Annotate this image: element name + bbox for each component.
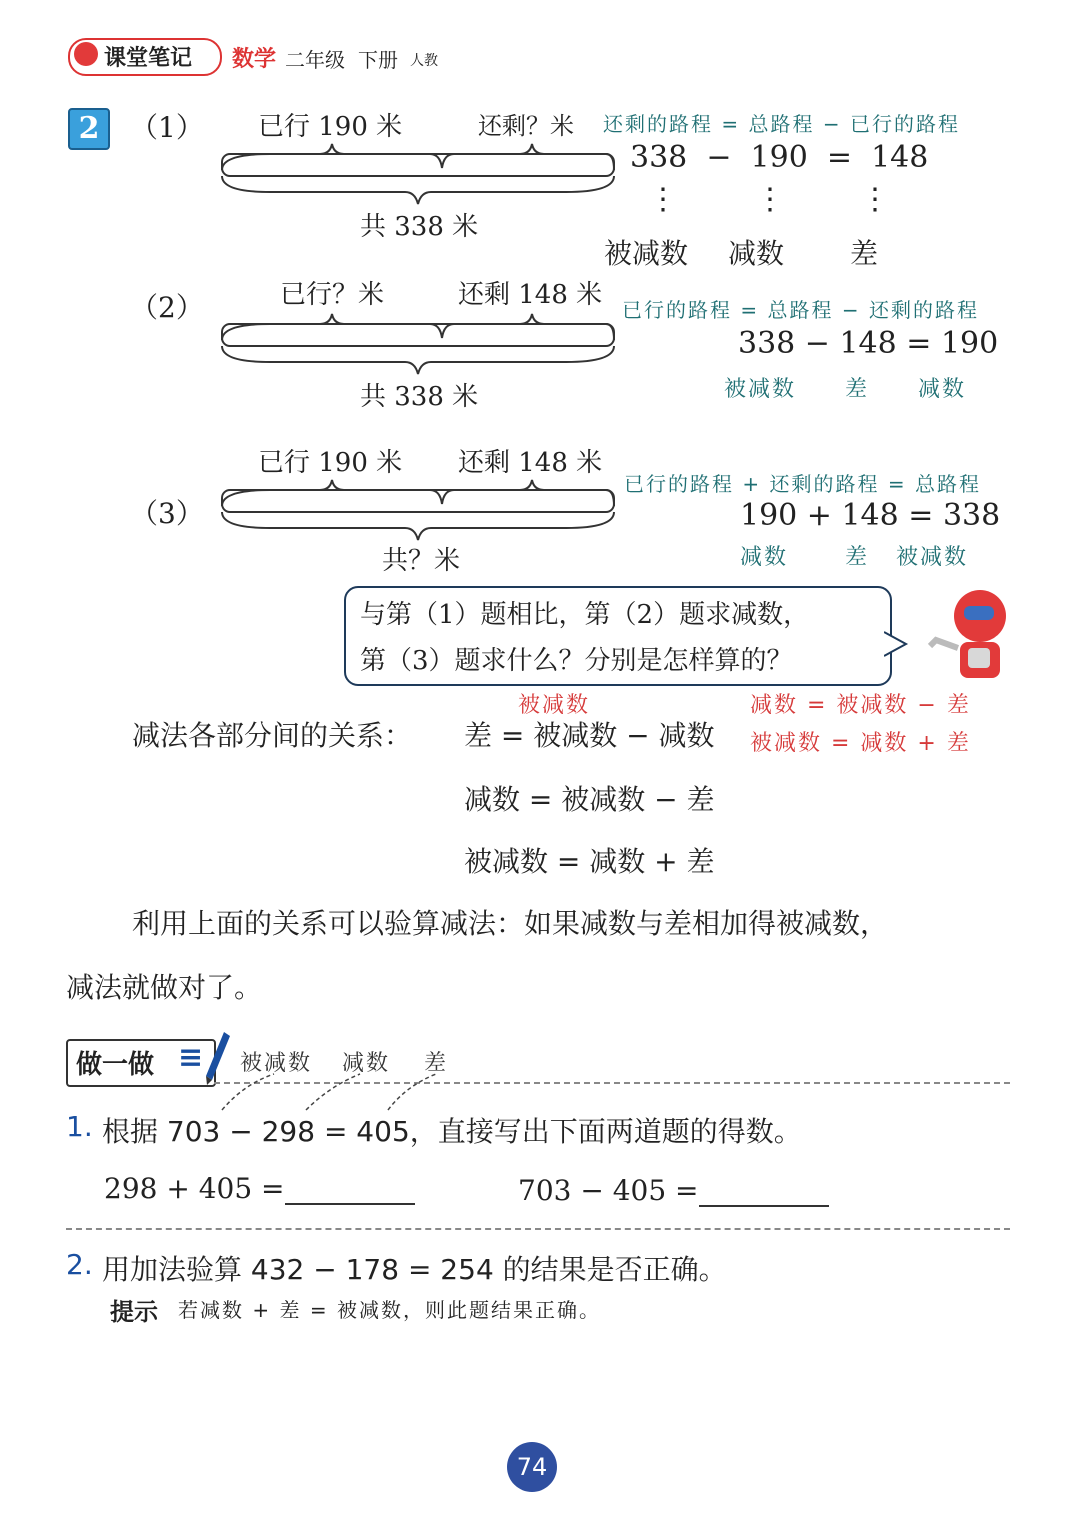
segment-diagrams — [210, 140, 630, 560]
problem-number-badge: 2 — [68, 108, 110, 150]
q1-b-expression — [518, 1174, 829, 1207]
lines-icon: ≡ — [178, 1040, 204, 1075]
note-relation-1: 减数 = 被减数 − 差 — [750, 693, 971, 718]
bubble-tail — [884, 630, 910, 660]
q1-a-answer-blank[interactable] — [285, 1177, 415, 1205]
part2-label: （2） — [130, 291, 204, 324]
part3-formula-words: 已行的路程 + 还剩的路程 = 总路程 — [624, 472, 981, 496]
verify-line-1: 利用上面的关系可以验算减法：如果减数与差相加得被减数， — [132, 907, 889, 940]
part1-dots-c: ⋮ — [860, 182, 890, 217]
handwritten-subtrahend: 减数 — [342, 1051, 391, 1076]
part2-equation: 338 − 148 = 190 — [738, 326, 999, 361]
part3-right-top: 还剩 148 米 — [458, 448, 603, 478]
page-number: 74 — [507, 1442, 557, 1492]
header-subject: 数学 — [232, 47, 277, 72]
part3-label: （3） — [130, 497, 204, 530]
part2-term-difference: 差 — [845, 377, 870, 402]
diagram-1 — [222, 144, 614, 204]
header-volume: 下册 — [358, 48, 398, 72]
part3-left-top: 已行 190 米 — [258, 448, 403, 478]
q1-b-text: 703 − 405 = — [518, 1174, 699, 1207]
section-divider-2 — [66, 1228, 1010, 1230]
q2-text: 用加法验算 432 − 178 = 254 的结果是否正确。 — [102, 1253, 727, 1286]
part2-term-minuend: 被减数 — [724, 377, 797, 402]
part3-term-difference: 差 — [845, 545, 870, 570]
robot-icon — [922, 586, 1014, 686]
part2-total: 共 338 米 — [360, 382, 479, 412]
q1-number: 1. — [66, 1110, 93, 1143]
note-minuend: 被减数 — [518, 693, 591, 718]
part1-formula-words: 还剩的路程 = 总路程 − 已行的路程 — [603, 112, 960, 136]
q1-a-expression — [104, 1172, 415, 1205]
part1-right-top: 还剩？米 — [478, 112, 574, 140]
diagram-2 — [222, 314, 614, 374]
part1-term-subtrahend: 减数 — [728, 237, 785, 270]
annotation-arrows — [210, 1068, 470, 1114]
part2-formula-words: 已行的路程 = 总路程 − 还剩的路程 — [622, 298, 979, 322]
verify-line-2: 减法就做对了。 — [66, 971, 263, 1004]
relation-3: 被减数 = 减数 + 差 — [464, 845, 715, 878]
header-brand: 课堂笔记 — [104, 46, 193, 71]
practice-title: 做一做 — [76, 1050, 155, 1080]
relation-1: 差 = 被减数 − 减数 — [464, 719, 715, 752]
q2-number: 2. — [66, 1248, 93, 1281]
hint-text: 若减数 + 差 = 被减数，则此题结果正确。 — [178, 1298, 601, 1322]
part1-dots-a: ⋮ — [648, 182, 678, 217]
part1-equation: 338 − 190 = 148 — [630, 140, 929, 175]
part1-total: 共 338 米 — [360, 212, 479, 242]
apple-icon — [74, 42, 98, 66]
header-edition: 人教 — [410, 53, 438, 69]
part1-left-top: 已行 190 米 — [258, 112, 403, 142]
bubble-line-1: 与第（1）题相比，第（2）题求减数， — [360, 600, 810, 630]
diagram-3 — [222, 480, 614, 540]
relations-heading: 减法各部分间的关系： — [132, 719, 413, 752]
q1-text: 根据 703 − 298 = 405，直接写出下面两道题的得数。 — [102, 1115, 802, 1148]
q1-a-text: 298 + 405 = — [104, 1172, 285, 1205]
part1-term-difference: 差 — [850, 237, 879, 270]
q1-b-answer-blank[interactable] — [699, 1179, 829, 1207]
hint-label: 提示 — [110, 1298, 158, 1326]
part2-term-subtrahend: 减数 — [918, 377, 967, 402]
part3-term-subtrahend: 减数 — [740, 545, 789, 570]
bubble-line-2: 第（3）题求什么？分别是怎样算的？ — [360, 646, 793, 676]
part2-left-top: 已行？米 — [280, 280, 385, 310]
part1-term-minuend: 被减数 — [604, 237, 689, 270]
part2-right-top: 还剩 148 米 — [458, 280, 603, 310]
part3-equation: 190 + 148 = 338 — [740, 498, 1001, 533]
relation-2: 减数 = 被减数 − 差 — [464, 783, 715, 816]
part1-dots-b: ⋮ — [755, 182, 785, 217]
part1-label: （1） — [130, 111, 204, 144]
part3-total: 共？米 — [382, 546, 461, 576]
note-relation-2: 被减数 = 减数 + 差 — [750, 731, 971, 756]
part3-term-minuend: 被减数 — [896, 545, 969, 570]
handwritten-minuend: 被减数 — [240, 1051, 313, 1076]
handwritten-difference: 差 — [424, 1051, 449, 1076]
header-grade: 二年级 — [285, 48, 345, 72]
